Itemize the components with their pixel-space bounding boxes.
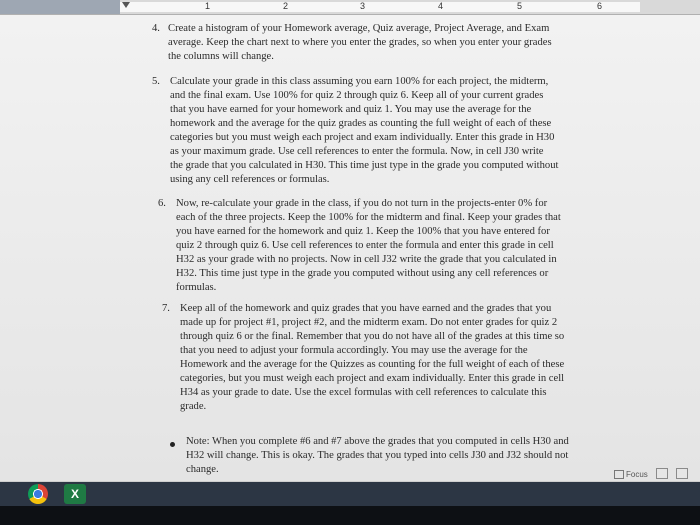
- excel-icon[interactable]: X: [64, 484, 86, 504]
- horizontal-ruler[interactable]: [0, 0, 700, 15]
- ruler-number: 3: [360, 1, 366, 11]
- focus-icon: [614, 470, 624, 479]
- item-line: through quiz 6 or the final. Remember that you do not have all of the grades at this time so: [180, 331, 565, 342]
- item-line: homework and the average for the quiz grades as counting the full weight of each of these: [170, 118, 552, 129]
- ruler-number: 1: [205, 1, 211, 11]
- instruction-item-5: [170, 75, 644, 187]
- item-line: Create a histogram of your Homework average, Quiz average, Project Average, and Exam: [168, 23, 550, 34]
- item-line: categories but you must weigh each project and exam individually. Enter this grade in H30: [170, 132, 555, 143]
- note-line: H32 will change. This is okay. The grades that you typed into cells J30 and J32 should not: [186, 450, 569, 461]
- item-line: that you have earned for your homework and quiz 1. You may use the average for the: [170, 104, 532, 115]
- item-line: each of the three projects. Keep the 100% for the midterm and final. Keep your grades that: [176, 212, 561, 223]
- item-line: average. Keep the chart next to where you enter the grades, so when you enter your grades: [168, 37, 552, 48]
- chrome-icon[interactable]: [28, 484, 48, 504]
- note-line: change.: [186, 464, 219, 475]
- item-line: H32 as your grade with no projects. Now in cell J32 write the grade that you calculated in: [176, 254, 557, 265]
- ruler-number: 2: [283, 1, 289, 11]
- item-line: quiz 2 through quiz 6. Use cell references to enter the formula and enter this grade in cell: [176, 240, 554, 251]
- ruler-text-area: [120, 2, 640, 12]
- indent-marker-icon[interactable]: [122, 2, 130, 8]
- taskbar: [0, 482, 700, 525]
- item-line: H32. This time just type in the grade you computed without using any cell references or: [176, 268, 549, 279]
- read-mode-icon[interactable]: [656, 468, 668, 479]
- note-paragraph: [186, 435, 642, 477]
- item-line: Calculate your grade in this class assuming you earn 100% for each project, the midterm,: [170, 76, 549, 87]
- item-line: as your maximum grade. Use cell references to enter the formula. Now, in cell J30 write: [170, 146, 544, 157]
- print-layout-icon[interactable]: [676, 468, 688, 479]
- instruction-item-7: [180, 302, 644, 414]
- taskbar-bottom: [0, 506, 700, 525]
- ruler-number: 6: [597, 1, 603, 11]
- item-line: the grade that you calculated in H30. This time just type in the grade you computed without: [170, 160, 559, 171]
- ruler-number: 5: [517, 1, 523, 11]
- focus-label: Focus: [626, 470, 648, 479]
- item-line: Keep all of the homework and quiz grades that you have earned and the grades that you: [180, 303, 552, 314]
- bullet-icon: [170, 442, 175, 447]
- note-line: Note: When you complete #6 and #7 above the grades that you computed in cells H30 and: [186, 436, 569, 447]
- ruler-margin-left: [0, 0, 120, 14]
- item-line: grade.: [180, 401, 207, 412]
- item-line: categories, but you must weigh each project and exam individually. Enter this grade in cell: [180, 373, 565, 384]
- taskbar-strip: [0, 482, 700, 506]
- item-line: and the final exam. Use 100% for quiz 2 through quiz 6. Keep all of your current grades: [170, 90, 544, 101]
- item-line: H34 as your grade to date. Use the excel formulas with cell references to calculate this: [180, 387, 547, 398]
- item-line: you have earned for the homework and quiz 1. Keep the 100% that you have entered for: [176, 226, 550, 237]
- item-number: 6.: [158, 198, 166, 209]
- item-line: that you need to adjust your formula accordingly. You may use the average for the: [180, 345, 528, 356]
- item-number: 7.: [162, 303, 170, 314]
- instruction-item-6: [176, 197, 644, 295]
- item-line: the columns will change.: [168, 51, 274, 62]
- focus-mode-button[interactable]: [614, 470, 648, 479]
- item-line: Homework and the average for the Quizzes as counting for the full weight of each of these: [180, 359, 565, 370]
- document-page[interactable]: [0, 15, 700, 481]
- item-line: made up for project #1, project #2, and the midterm exam. Do not enter grades for quiz 2: [180, 317, 558, 328]
- instruction-item-4: [168, 22, 644, 64]
- item-number: 5.: [152, 76, 160, 87]
- item-number: 4.: [152, 23, 160, 34]
- item-line: using any cell references or formulas.: [170, 174, 330, 185]
- ruler-number: 4: [438, 1, 444, 11]
- item-line: Now, re-calculate your grade in the class, if you do not turn in the projects-enter 0% for: [176, 198, 548, 209]
- item-line: formulas.: [176, 282, 217, 293]
